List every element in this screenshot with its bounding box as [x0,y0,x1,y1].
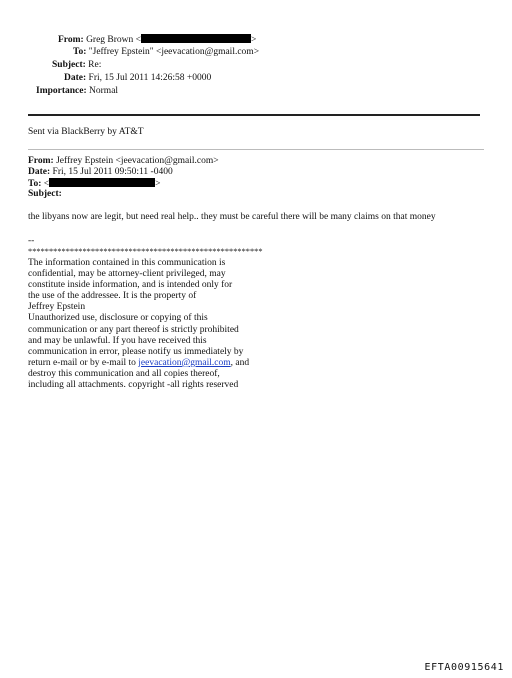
disclaimer-line: destroy this communication and all copies thereof, [28,368,220,379]
outer-to-value: "Jeffrey Epstein" <jeevacation@gmail.com> [88,47,260,57]
outer-importance-row [36,86,118,97]
email-link[interactable]: jeevacation@gmail.com [138,357,231,368]
disclaimer-line: constitute inside information, and is intended only for [28,280,233,291]
quoted-from-label: From: [28,156,54,166]
outer-from-value: Greg Brown < [86,35,142,45]
header-divider [28,114,480,116]
quoted-date-label: Date: [28,167,51,177]
outer-subject-label: Subject: [52,60,86,70]
disclaimer-line: communication or any part thereof is strictly prohibited [28,324,239,335]
disclaimer-text: return e-mail or by e-mail to [28,357,139,368]
quoted-from-value: Jeffrey Epstein <jeevacation@gmail.com> [56,156,219,166]
outer-importance-value: Normal [89,86,119,96]
asterisk-separator: ******************************************************** [28,247,263,256]
quoted-to-label: To: [28,179,42,189]
quoted-subject-label: Subject: [28,189,62,199]
outer-to-row [73,47,259,58]
disclaimer-line: communication in error, please notify us immediately by [28,346,244,357]
outer-date-row [64,73,211,84]
quoted-subject-row [28,189,62,200]
redaction-bar [141,34,251,43]
blackberry-signature: Sent via BlackBerry by AT&T [28,127,144,137]
quoted-to-tail: > [155,179,161,189]
disclaimer-line: confidential, may be attorney-client privileged, may [28,269,226,280]
legal-disclaimer [28,258,249,391]
outer-subject-row [52,60,101,71]
quoted-from-row [28,156,219,167]
outer-from-tail: > [251,35,257,45]
disclaimer-line: the use of the addressee. It is the property of [28,291,197,302]
redaction-bar [49,178,155,187]
quoted-date-value: Fri, 15 Jul 2011 09:50:11 -0400 [52,167,173,177]
disclaimer-line [28,358,249,369]
quoted-date-row [28,167,173,178]
outer-to-label: To: [73,47,87,57]
quote-divider [28,149,484,150]
bates-number: EFTA00915641 [424,662,504,673]
message-body: the libyans now are legit, but need real help.. they must be careful there will be many claims on that money [28,212,436,222]
outer-importance-label: Importance: [36,86,87,96]
disclaimer-line: and may be unlawful. If you have received this [28,335,207,346]
disclaimer-line: Unauthorized use, disclosure or copying of this [28,313,208,324]
outer-date-value: Fri, 15 Jul 2011 14:26:58 +0000 [88,73,212,83]
signature-dashes: -- [28,236,35,246]
quoted-to-value: < [43,179,50,189]
outer-date-label: Date: [64,73,87,83]
disclaimer-text: , and [230,357,250,368]
disclaimer-line: including all attachments. copyright -all rights reserved [28,380,239,391]
outer-from-label: From: [58,35,84,45]
outer-subject-value: Re: [88,60,102,70]
outer-from-row [58,34,256,46]
disclaimer-line: Jeffrey Epstein [28,302,86,313]
disclaimer-line: The information contained in this communication is [28,258,226,268]
